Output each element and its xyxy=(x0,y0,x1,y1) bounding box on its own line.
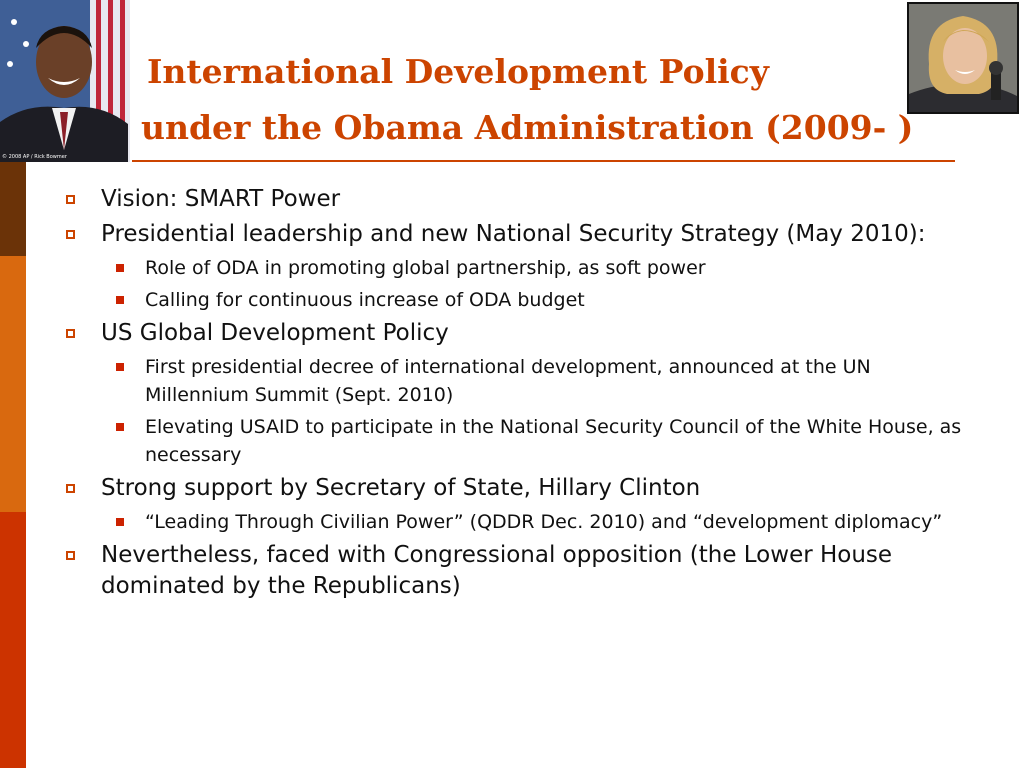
hollow-square-bullet-icon xyxy=(66,329,75,338)
sidebar-accent-bottom xyxy=(0,512,26,768)
sidebar-accent-middle xyxy=(0,256,26,512)
sub-bullet-item xyxy=(110,353,964,409)
bullet-text: Strong support by Secretary of State, Hillary Clinton xyxy=(101,475,701,501)
clinton-portrait-graphic xyxy=(909,4,1017,112)
bullet-list xyxy=(64,184,964,606)
sub-bullet-text: First presidential decree of international development, announced at the UN Millennium Summit (Sept. 2010) xyxy=(145,356,871,406)
filled-square-bullet-icon xyxy=(116,264,124,272)
sidebar-accent-top xyxy=(0,160,26,256)
clinton-photo xyxy=(907,2,1019,114)
bullet-text: Vision: SMART Power xyxy=(101,186,341,212)
sub-bullet-item xyxy=(110,254,964,282)
sub-bullet-text: Role of ODA in promoting global partnership, as soft power xyxy=(145,257,706,279)
photo-credit: © 2008 AP / Rick Bowmer xyxy=(2,154,67,160)
bullet-text: Nevertheless, faced with Congressional opposition (the Lower House dominated by the Republicans) xyxy=(101,542,893,599)
bullet-item xyxy=(64,540,964,602)
obama-photo xyxy=(0,0,130,162)
hollow-square-bullet-icon xyxy=(66,551,75,560)
sub-bullet-text: Elevating USAID to participate in the National Security Council of the White House, as necessary xyxy=(145,416,962,466)
bullet-text: Presidential leadership and new National Security Strategy (May 2010): xyxy=(101,221,926,247)
bullet-item xyxy=(64,184,964,215)
hollow-square-bullet-icon xyxy=(66,484,75,493)
sub-bullet-text: “Leading Through Civilian Power” (QDDR Dec. 2010) and “development diplomacy” xyxy=(145,511,943,533)
bullet-item xyxy=(64,318,964,349)
obama-portrait-graphic xyxy=(0,0,130,162)
filled-square-bullet-icon xyxy=(116,363,124,371)
filled-square-bullet-icon xyxy=(116,518,124,526)
filled-square-bullet-icon xyxy=(116,423,124,431)
hollow-square-bullet-icon xyxy=(66,230,75,239)
title-underline xyxy=(132,160,955,162)
sub-bullet-item xyxy=(110,508,964,536)
bullet-text: US Global Development Policy xyxy=(101,320,449,346)
title-line-2: under the Obama Administration (2009- ) xyxy=(141,108,914,147)
sub-bullet-list xyxy=(110,353,964,469)
hollow-square-bullet-icon xyxy=(66,195,75,204)
sub-bullet-item xyxy=(110,286,964,314)
bullet-item xyxy=(64,473,964,504)
sub-bullet-list xyxy=(110,508,964,536)
title-line-1: International Development Policy xyxy=(147,52,769,91)
sub-bullet-list xyxy=(110,254,964,314)
sub-bullet-text: Calling for continuous increase of ODA budget xyxy=(145,289,585,311)
sub-bullet-item xyxy=(110,413,964,469)
filled-square-bullet-icon xyxy=(116,296,124,304)
bullet-item xyxy=(64,219,964,250)
